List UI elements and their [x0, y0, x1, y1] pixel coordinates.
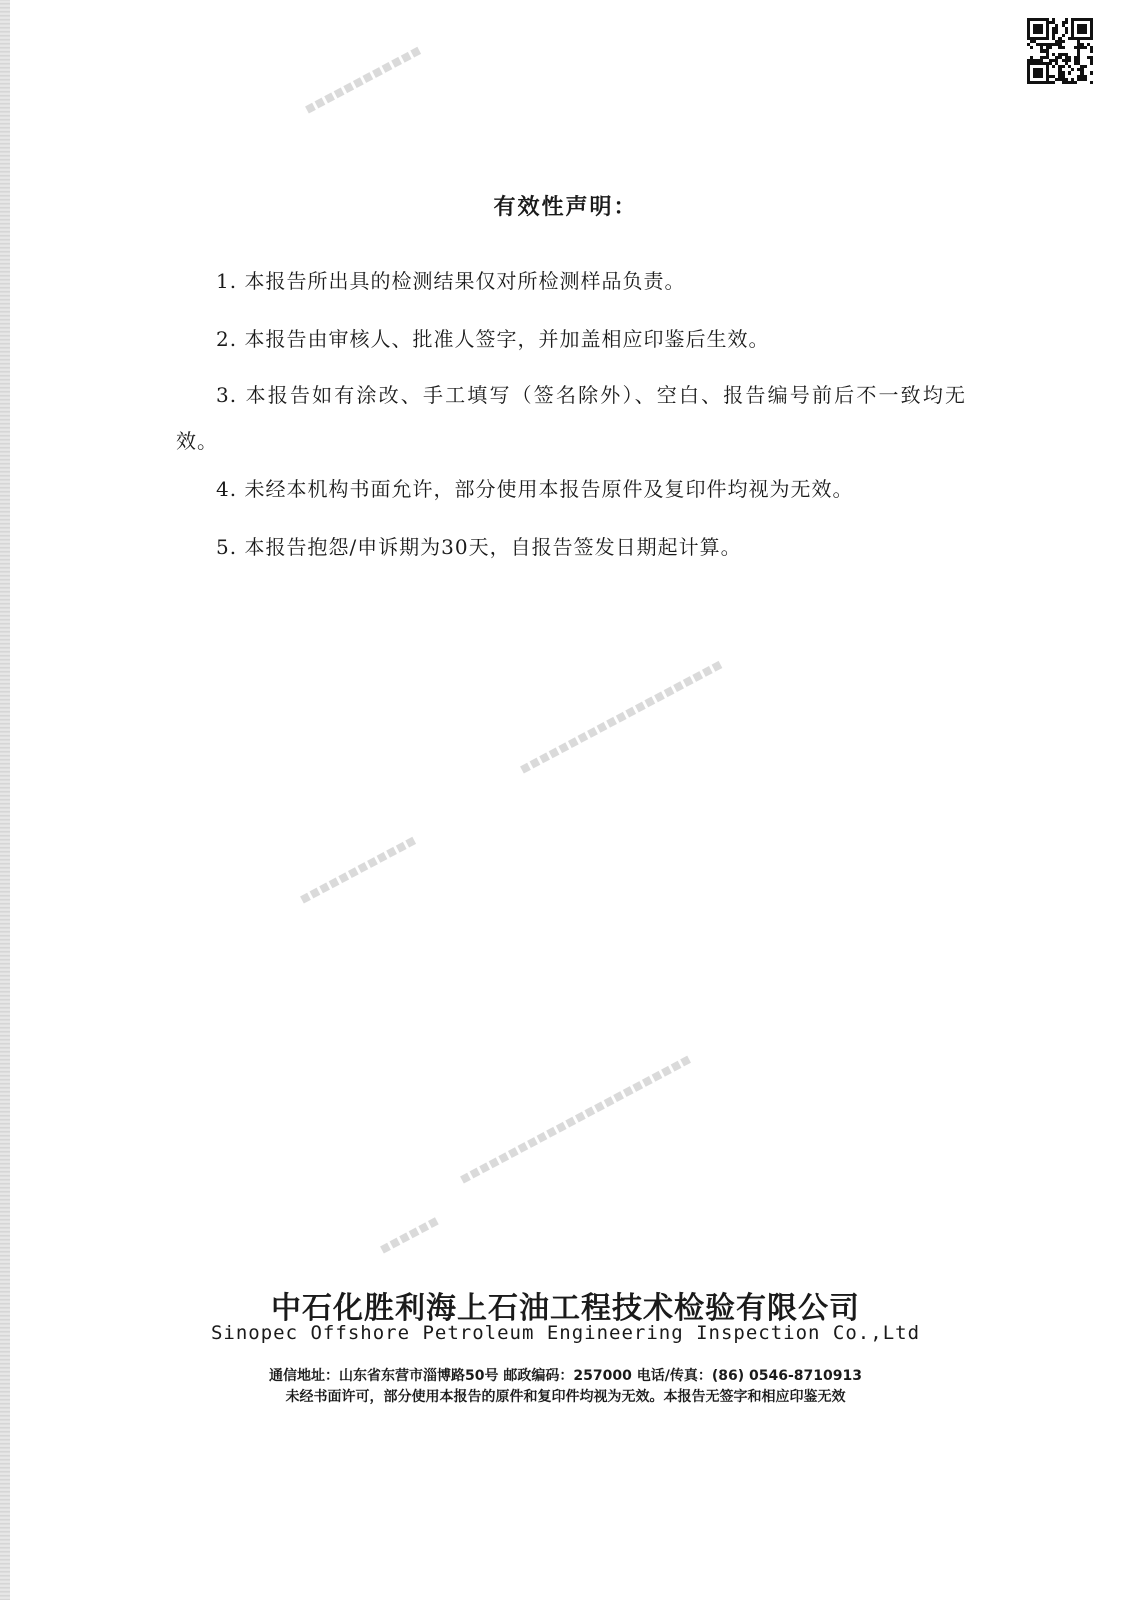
- clause-3: 3. 本报告如有涂改、手工填写（签名除外）、空白、报告编号前后不一致均无效。: [176, 383, 966, 453]
- clause-2: 2. 本报告由审核人、批准人签字，并加盖相应印鉴后生效。: [216, 327, 770, 351]
- scan-page-edge: [0, 0, 10, 1600]
- contact-info: 通信地址：山东省东营市淄博路50号 邮政编码：257000 电话/传真：(86) 0546-8710913: [269, 1368, 862, 1384]
- validity-statement-heading: 有效性声明：: [493, 194, 638, 220]
- usage-notice: 未经书面许可，部分使用本报告的原件和复印件均视为无效。本报告无签字和相应印鉴无效: [285, 1389, 846, 1405]
- watermark: ▪▪▪▪▪▪▪▪▪▪▪▪: [300, 40, 425, 118]
- clause-1: 1. 本报告所出具的检测结果仅对所检测样品负责。: [216, 269, 686, 293]
- company-name-cn: 中石化胜利海上石油工程技术检验有限公司: [271, 1291, 860, 1326]
- watermark: ▪▪▪▪▪▪▪▪▪▪▪▪▪▪▪▪▪▪▪▪▪▪▪▪: [455, 1048, 695, 1188]
- watermark: ▪▪▪▪▪▪▪▪▪▪▪▪: [295, 830, 420, 908]
- watermark: ▪▪▪▪▪▪: [375, 1210, 442, 1258]
- clause-4: 4. 未经本机构书面允许，部分使用本报告原件及复印件均视为无效。: [216, 477, 854, 501]
- watermark: ▪▪▪▪▪▪▪▪▪▪▪▪▪▪▪▪▪▪▪▪▪: [515, 654, 726, 778]
- clause-5: 5. 本报告抱怨/申诉期为30天，自报告签发日期起计算。: [216, 535, 742, 559]
- company-name-en: Sinopec Offshore Petroleum Engineering Inspection Co.,Ltd: [210, 1322, 921, 1344]
- qr-code-icon: [1027, 18, 1093, 84]
